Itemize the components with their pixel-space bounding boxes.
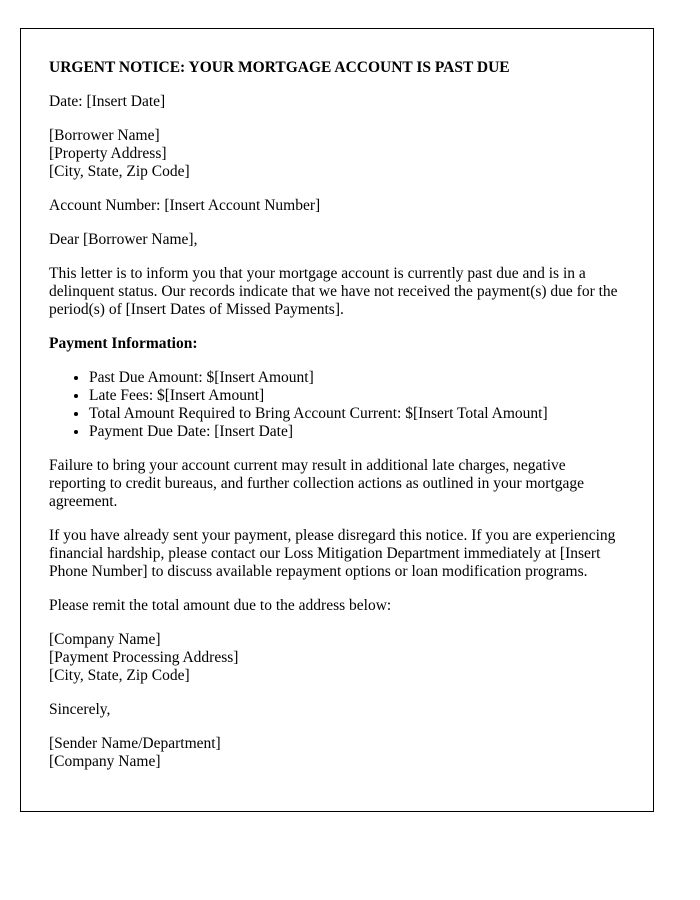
letter-heading: URGENT NOTICE: YOUR MORTGAGE ACCOUNT IS PAST DUE <box>49 59 510 76</box>
remit-company-line: [Company Name] <box>49 631 161 648</box>
recipient-address-line: [Property Address] <box>49 145 167 162</box>
intro-paragraph: This letter is to inform you that your mortgage account is currently past due and is in a delinquent status. Our records indicate that we have not received the payment(s) due for the period(s) of [Insert Dates of Missed Payments]. <box>49 265 618 318</box>
payment-information-list <box>49 369 625 441</box>
closing-line: Sincerely, <box>49 701 111 718</box>
signature-company-line: [Company Name] <box>49 753 161 770</box>
payment-list-item-due-date: • Payment Due Date: [Insert Date] <box>89 423 625 441</box>
remit-address-block <box>49 631 625 685</box>
signature-sender-line: [Sender Name/Department] <box>49 735 221 752</box>
hardship-paragraph: If you have already sent your payment, please disregard this notice. If you are experiencing financial hardship, please contact our Loss Mitigation Department immediately at [Insert Phone Number] to discuss available repayment options or loan modification programs. <box>49 527 616 580</box>
payment-list-item-late-fees: • Late Fees: $[Insert Amount] <box>89 387 625 405</box>
consequences-paragraph: Failure to bring your account current may result in additional late charges, negative reporting to credit bureaus, and further collection actions as outlined in your mortgage agreement. <box>49 457 585 510</box>
payment-list-item-total-amount: • Total Amount Required to Bring Account Current: $[Insert Total Amount] <box>89 405 625 423</box>
remit-city-state-zip-line: [City, State, Zip Code] <box>49 667 190 684</box>
recipient-address-block <box>49 127 625 181</box>
account-number-line: Account Number: [Insert Account Number] <box>49 197 321 214</box>
payment-information-heading: Payment Information: <box>49 335 198 352</box>
remit-address-line: [Payment Processing Address] <box>49 649 239 666</box>
remit-instruction-line: Please remit the total amount due to the address below: <box>49 597 392 614</box>
date-line: Date: [Insert Date] <box>49 93 166 110</box>
payment-list-item-past-due: • Past Due Amount: $[Insert Amount] <box>89 369 625 387</box>
letter-document <box>20 28 654 812</box>
recipient-name-line: [Borrower Name] <box>49 127 160 144</box>
salutation-line: Dear [Borrower Name], <box>49 231 198 248</box>
signature-block <box>49 735 625 771</box>
recipient-city-state-zip-line: [City, State, Zip Code] <box>49 163 190 180</box>
